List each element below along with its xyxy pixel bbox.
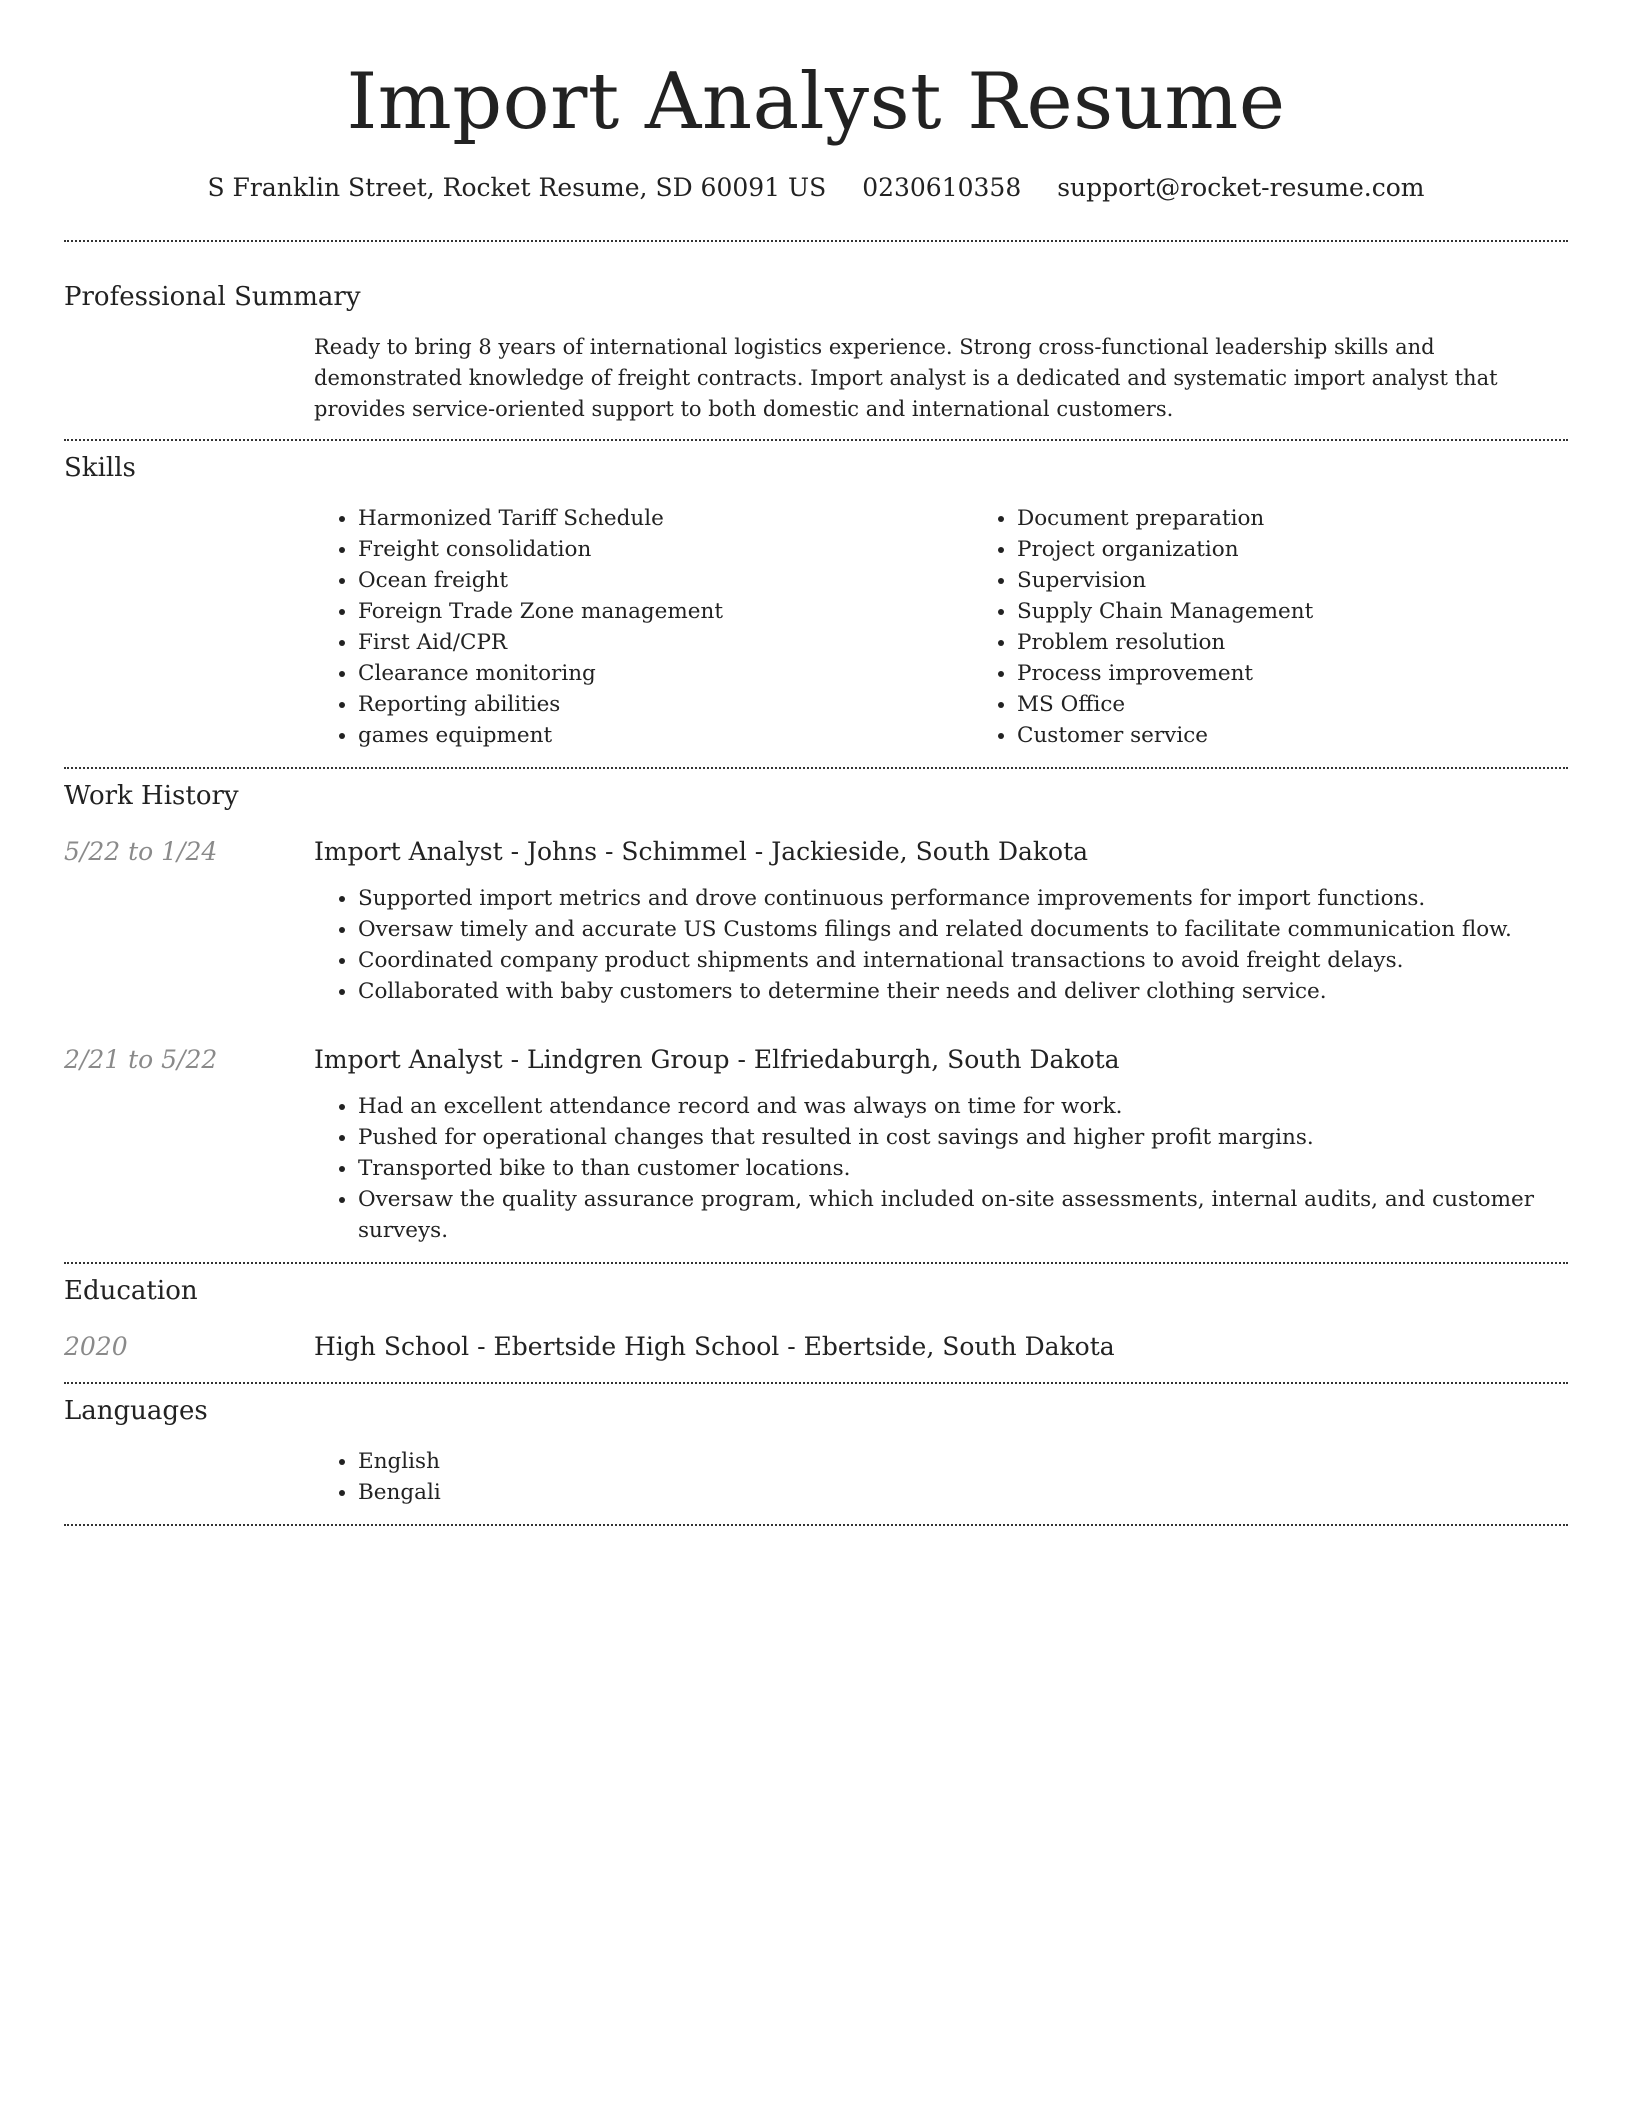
skill-item: • Problem resolution [1017,627,1632,658]
skill-item: • Ocean freight [358,565,973,596]
skill-item: • Reporting abilities [358,689,973,720]
language-item: • Bengali [358,1477,1568,1508]
skill-item: • Harmonized Tariff Schedule [358,503,973,534]
job-bullet: • Oversaw timely and accurate US Customs filings and related documents to facilitate communication flow. [358,914,1568,945]
section-title-education: Education [64,1276,198,1306]
job-bullets [314,1091,1568,1246]
education-entry: High School - Ebertside High School - Ebertside, South Dakota [314,1332,1115,1361]
resume-page [64,0,1568,1526]
skill-item: • Supervision [1017,565,1632,596]
divider [64,1262,1568,1264]
contact-line [64,170,1568,206]
section-title-summary: Professional Summary [64,282,361,312]
job-bullet: • Collaborated with baby customers to determine their needs and deliver clothing service. [358,976,1568,1007]
skills-list-col1 [314,503,973,751]
section-title-work: Work History [64,781,239,811]
summary-section [64,280,1568,425]
skill-item: • Clearance monitoring [358,658,973,689]
job-dates: 5/22 to 1/24 [64,837,218,866]
job-bullet: • Transported bike to than customer locations. [358,1153,1568,1184]
job-entry [64,835,1568,1007]
skill-item: • Document preparation [1017,503,1632,534]
phone-text: 0230610358 [862,173,1022,202]
job-bullet: • Had an excellent attendance record and was always on time for work. [358,1091,1568,1122]
section-title-languages: Languages [64,1396,208,1426]
skills-section [64,451,1568,751]
email-text: support@rocket-resume.com [1057,173,1425,202]
education-year: 2020 [64,1332,128,1361]
skill-item: • Freight consolidation [358,534,973,565]
job-dates: 2/21 to 5/22 [64,1045,218,1074]
skill-item: • Supply Chain Management [1017,596,1632,627]
job-title: Import Analyst - Lindgren Group - Elfriedaburgh, South Dakota [314,1045,1120,1074]
skill-item: • First Aid/CPR [358,627,973,658]
skill-item: • games equipment [358,720,973,751]
address-text: S Franklin Street, Rocket Resume, SD 60091 US [207,173,827,202]
skill-item: • Process improvement [1017,658,1632,689]
divider [64,1524,1568,1526]
job-bullet: • Pushed for operational changes that resulted in cost savings and higher profit margins. [358,1122,1568,1153]
job-bullets [314,883,1568,1007]
skills-list-col2 [973,503,1632,751]
job-bullet: • Coordinated company product shipments and international transactions to avoid freight delays. [358,945,1568,976]
job-bullet: • Supported import metrics and drove continuous performance improvements for import functions. [358,883,1568,914]
skill-item: • MS Office [1017,689,1632,720]
resume-title: Import Analyst Resume [346,57,1286,147]
education-section [64,1274,1568,1364]
job-title: Import Analyst - Johns - Schimmel - Jackieside, South Dakota [314,837,1089,866]
skill-item: • Project organization [1017,534,1632,565]
job-bullet: • Oversaw the quality assurance program, which included on-site assessments, internal audits, and customer surveys. [358,1184,1568,1246]
summary-text: Ready to bring 8 years of international logistics experience. Strong cross-functional leadership skills and demonstrated knowledge of freight contracts. Import analyst is a dedicated and systematic import analyst that provides service-oriented support to both domestic and international customers. [314,335,1498,421]
work-history-section [64,779,1568,1246]
language-item: • English [358,1446,1568,1477]
languages-section [64,1394,1568,1508]
divider [64,767,1568,769]
job-entry [64,1043,1568,1246]
skill-item: • Foreign Trade Zone management [358,596,973,627]
skill-item: • Customer service [1017,720,1632,751]
divider [64,240,1568,242]
section-title-skills: Skills [64,453,136,483]
divider [64,439,1568,441]
languages-list [314,1446,1568,1508]
divider [64,1382,1568,1384]
